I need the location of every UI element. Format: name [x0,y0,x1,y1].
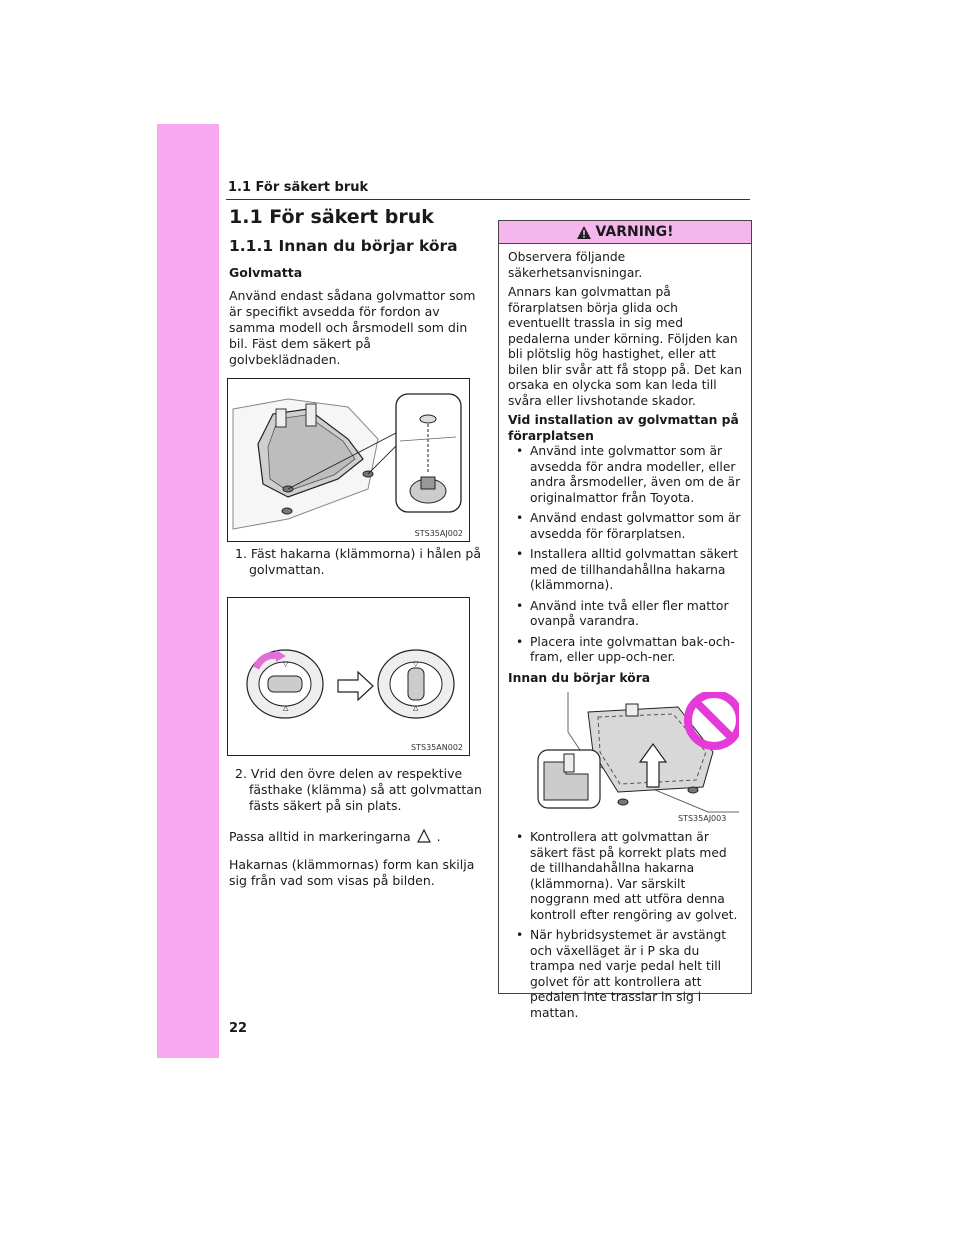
warning-intro-1: Observera följande säkerhetsanvisningar. [508,250,643,280]
step-2: 2. Vrid den övre delen av respektive fästhake (klämma) så att golvmattan fästs säkert på sin plats. [235,766,482,813]
topic-heading: Golvmatta [229,265,303,280]
triangle-mark-icon [417,829,431,843]
intro-paragraph: Använd endast sådana golvmattor som är specifikt avsedda för fordon av samma modell och årsmodell som din bil. Fäst dem säkert på golvbeklädnaden. [229,288,476,367]
section-title: 1.1 För säkert bruk [229,206,434,228]
list-item: • När hybridsystemet är avstängt och växelläget är i P ska du trampa ned varje pedal helt till golvet för att kontrollera att pedalen inte trasslar in sig i mattan. [508,928,742,1021]
figure-code: STS35AJ003 [678,814,727,823]
alignment-note [229,829,479,845]
figure-code: STS35AN002 [411,743,463,752]
alignment-note-end: . [436,829,441,844]
list-item: • Använd inte golvmattor som är avsedda för andra modeller, eller andra årsmodeller, även om de är originalmattor från Toyota. [508,444,742,506]
running-header: 1.1 För säkert bruk [228,180,369,195]
warning-body [499,244,751,1021]
list-item: • Installera alltid golvmattan säkert med de tillhandahållna hakarna (klämmorna). [508,547,742,594]
left-column [229,206,479,376]
shape-note: Hakarnas (klämmornas) form kan skilja sig från vad som visas på bilden. [229,857,475,888]
svg-text:▽: ▽ [283,660,289,668]
before-driving-heading: Innan du börjar köra [508,670,651,685]
alignment-note-text: Passa alltid in markeringarna [229,829,411,844]
svg-text:△: △ [413,704,419,712]
page-number: 22 [229,1021,248,1036]
wrong-mat-drawing [508,692,739,824]
figure-code: STS35AJ002 [414,529,463,538]
wrong-mat-illustration [508,692,739,824]
list-item: • Kontrollera att golvmattan är säkert fäst på korrekt plats med de tillhandahållna hakarna (klämmorna). Var särskilt noggrann med att utföra denna kontroll efter rengöring av golvet. [508,830,742,923]
list-item: • Placera inte golvmattan bak-och-fram, eller upp-och-ner. [508,635,742,666]
list-item: • Använd inte två eller fler mattor ovanpå varandra. [508,599,742,630]
install-list [508,444,742,666]
clip-rotation-illustration [227,597,470,756]
list-item: • Använd endast golvmattor som är avsedda för förarplatsen. [508,511,742,542]
install-heading: Vid installation av golvmattan på förarplatsen [508,413,739,443]
svg-text:▽: ▽ [413,660,419,668]
warning-triangle-icon [576,225,592,240]
floor-mat-illustration [227,378,470,542]
warning-box [498,220,752,1020]
subsection-title: 1.1.1 Innan du börjar köra [229,237,458,255]
clip-rotation-drawing [228,598,469,755]
header-divider [226,199,750,200]
warning-intro-2: Annars kan golvmattan på förarplatsen börja glida och eventuellt trassla in sig med pedalerna under körning. Följden kan bli plötslig hög hastighet, eller att bilen blir svår att få stopp på. Det kan orsaka en olycka som kan leda till svåra eller livshotande skador. [508,285,742,408]
svg-text:△: △ [283,704,289,712]
warning-title: VARNING! [595,224,674,240]
floor-mat-drawing [228,379,469,541]
warning-header [499,221,751,244]
step-1: 1. Fäst hakarna (klämmorna) i hålen på golvmattan. [235,546,482,577]
section-color-strip [157,124,219,1058]
